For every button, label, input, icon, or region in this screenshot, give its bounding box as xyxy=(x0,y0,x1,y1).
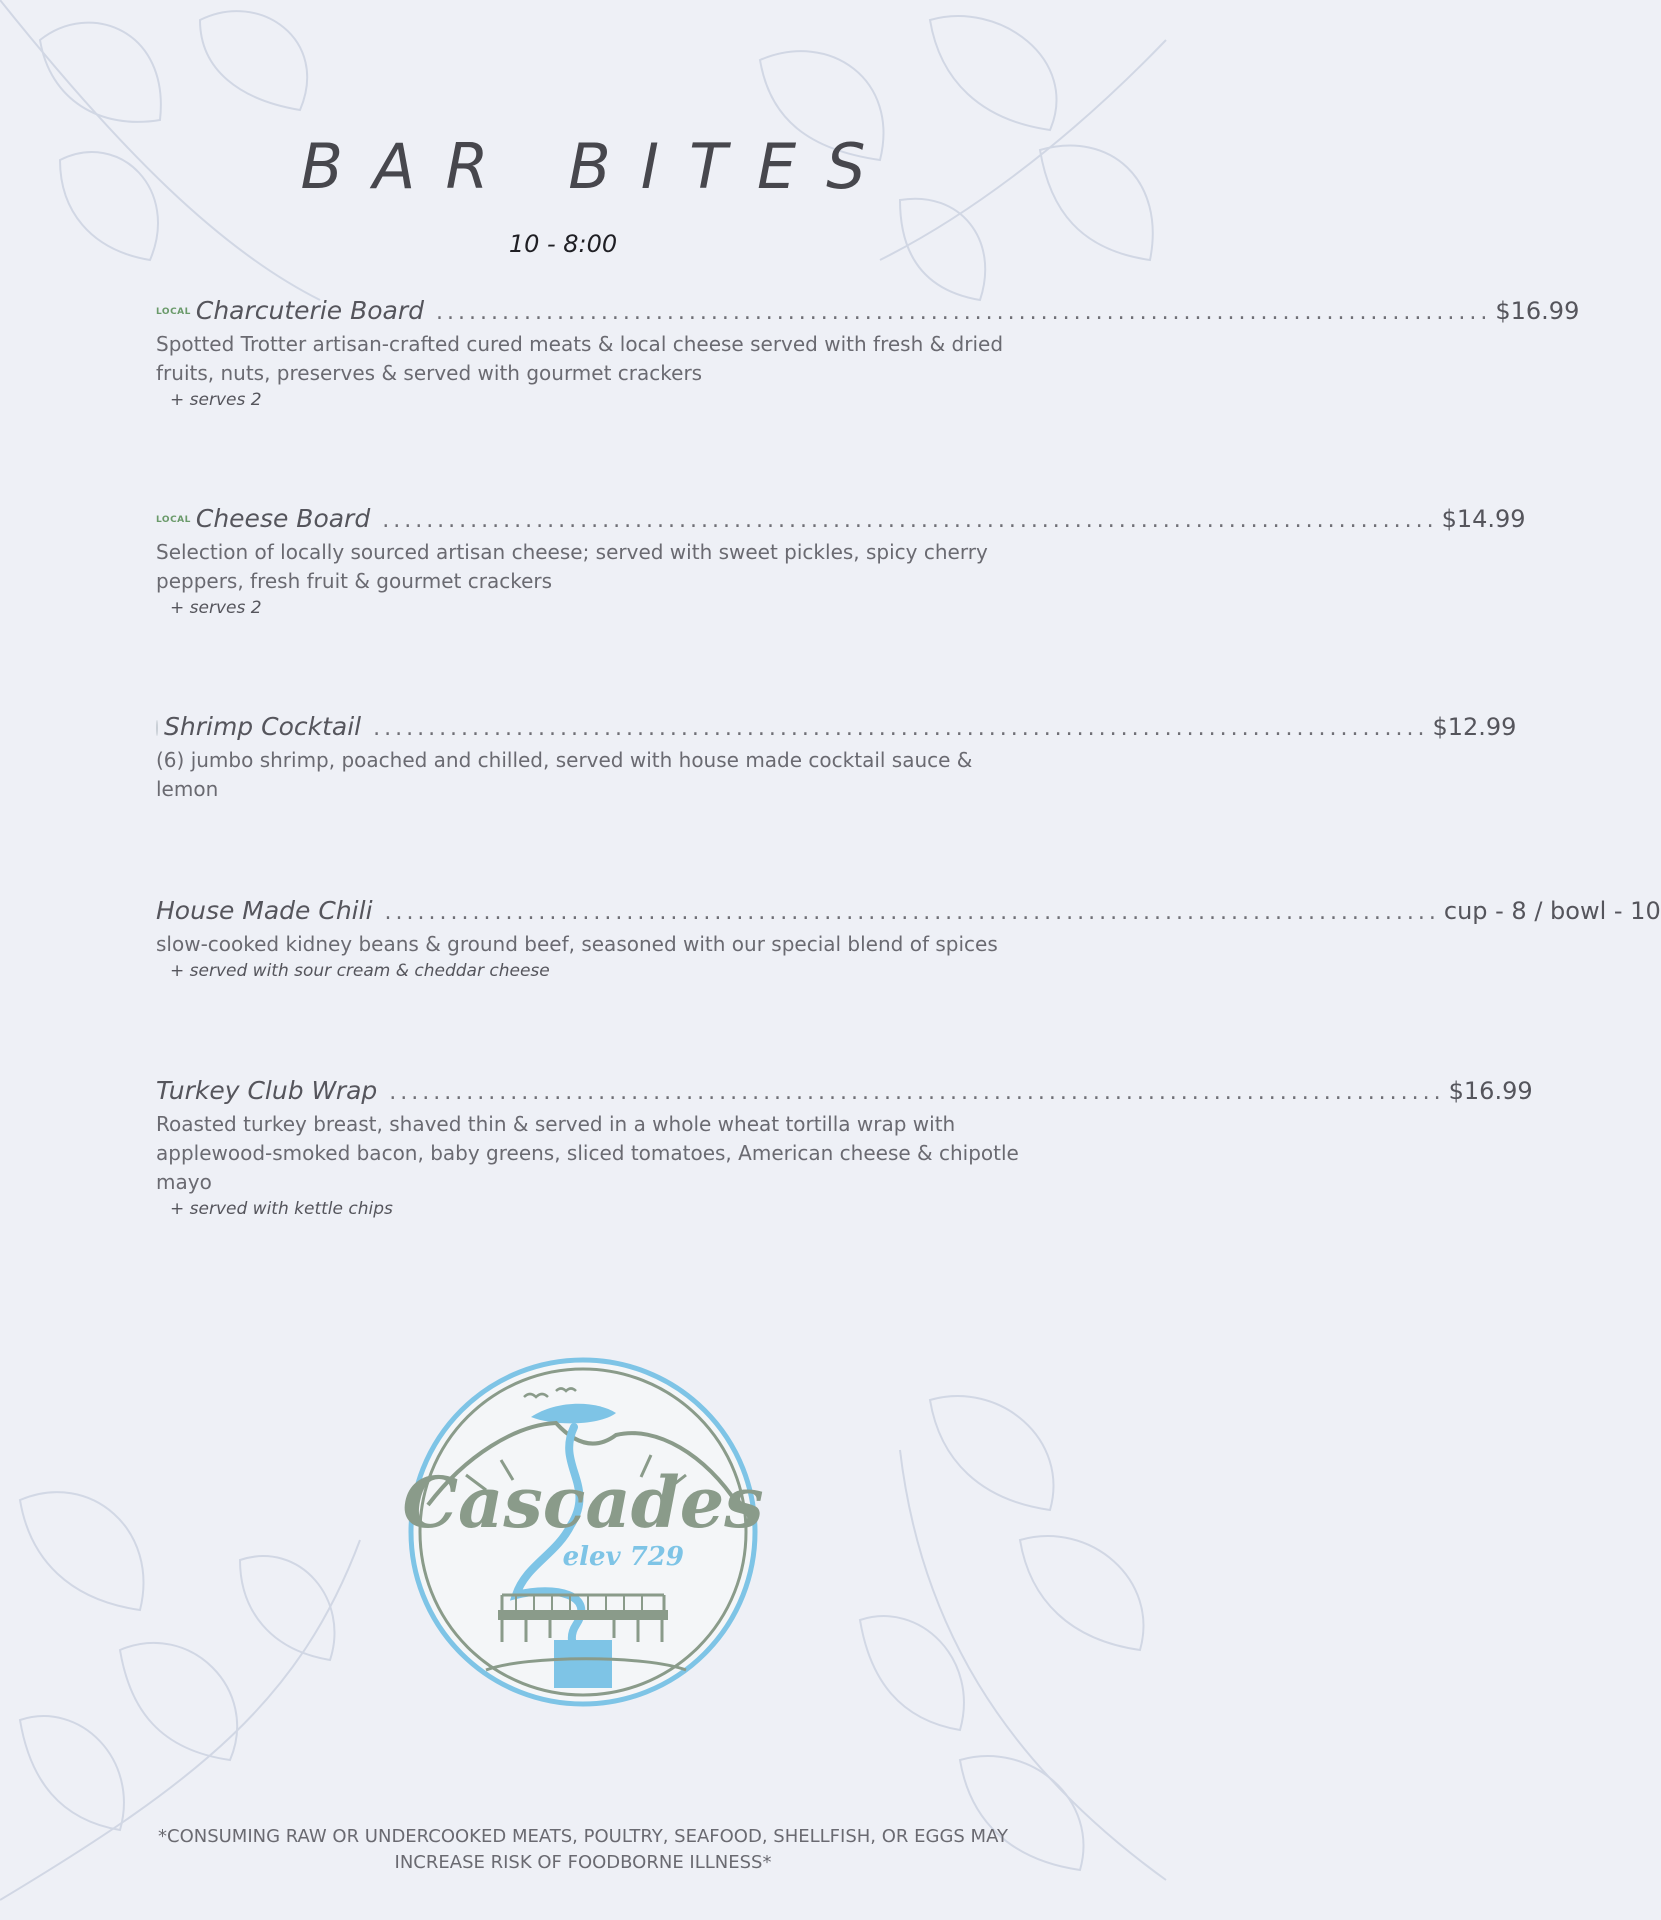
item-note: + served with sour cream & cheddar cheese xyxy=(170,961,550,981)
item-price: $16.99 xyxy=(1495,297,1580,325)
item-price: cup - 8 / bowl - 10 xyxy=(1443,897,1661,925)
item-description: (6) jumbo shrimp, poached and chilled, served with house made cocktail sauce & lemon xyxy=(156,748,973,801)
item-description: Spotted Trotter artisan-crafted cured meats & local cheese served with fresh & dried fruits, nuts, preserves & served with gourmet crackers xyxy=(156,332,1004,385)
item-name: Charcuterie Board xyxy=(195,296,425,325)
item-name: Shrimp Cocktail xyxy=(164,712,362,741)
logo-name: Cascades xyxy=(402,1461,764,1544)
menu-item-house-made-chili xyxy=(156,896,1661,981)
menu-title: BAR BITES xyxy=(300,130,896,203)
menu-item-charcuterie-board xyxy=(156,296,1580,410)
menu-item-cheese-board xyxy=(156,504,1526,618)
item-description: Roasted turkey breast, shaved thin & served in a whole wheat tortilla wrap with applewood-smoked bacon, baby greens, sliced tomatoes, American cheese & chipotle mayo xyxy=(156,1112,1019,1194)
item-note: + serves 2 xyxy=(170,390,262,410)
service-hours: 10 - 8:00 xyxy=(508,230,618,258)
local-badge: LOCAL xyxy=(156,307,191,317)
dot-leader: ................................................................................................ xyxy=(373,716,1429,741)
shellfish-icon xyxy=(156,720,158,736)
dot-leader: ................................................................................................ xyxy=(436,300,1492,325)
item-name: Turkey Club Wrap xyxy=(156,1076,378,1105)
item-name: House Made Chili xyxy=(156,896,373,925)
local-badge: LOCAL xyxy=(156,515,191,525)
item-description: slow-cooked kidney beans & ground beef, seasoned with our special blend of spices xyxy=(156,932,998,956)
dot-leader: ................................................................................................ xyxy=(382,508,1438,533)
item-name: Cheese Board xyxy=(195,504,371,533)
menu-item-turkey-club-wrap xyxy=(156,1076,1533,1219)
dot-leader: ................................................................................................ xyxy=(389,1080,1445,1105)
item-price: $14.99 xyxy=(1441,505,1526,533)
menu-item-shrimp-cocktail xyxy=(156,712,1517,804)
logo-subtitle: elev 729 xyxy=(562,1542,684,1572)
item-note: + served with kettle chips xyxy=(170,1199,393,1219)
item-price: $16.99 xyxy=(1448,1077,1533,1105)
dot-leader: ................................................................................................ xyxy=(384,900,1440,925)
item-note: + serves 2 xyxy=(170,598,262,618)
item-description: Selection of locally sourced artisan cheese; served with sweet pickles, spicy cherry peppers, fresh fruit & gourmet crackers xyxy=(156,540,988,593)
food-safety-disclaimer: *CONSUMING RAW OR UNDERCOOKED MEATS, POULTRY, SEAFOOD, SHELLFISH, OR EGGS MAY INCREASE RISK OF FOODBORNE ILLNESS* xyxy=(158,1826,1008,1873)
cascades-logo xyxy=(402,1355,764,1709)
item-price: $12.99 xyxy=(1432,713,1517,741)
